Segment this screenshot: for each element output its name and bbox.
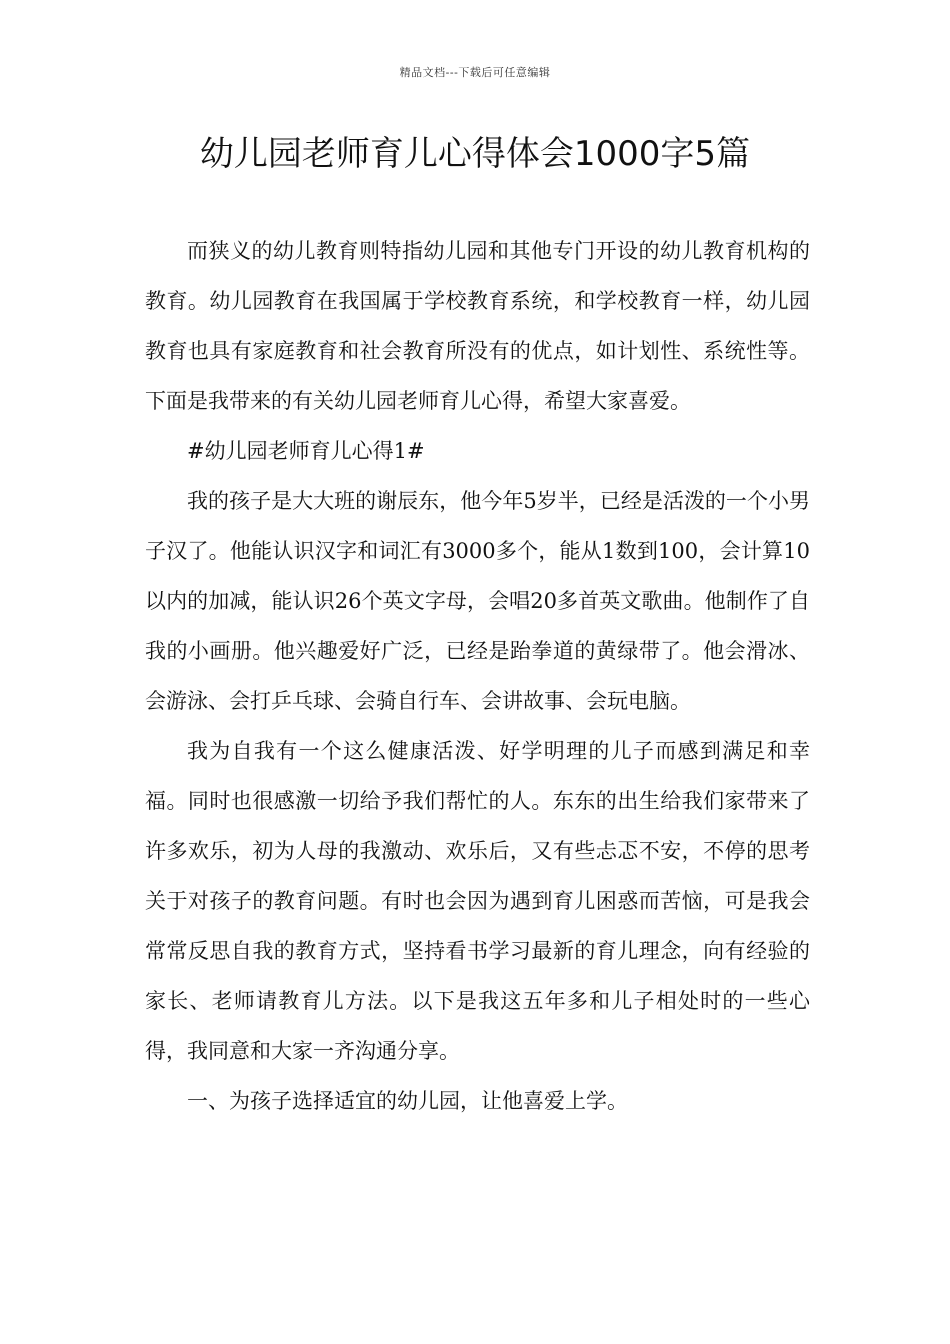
document-title: 幼儿园老师育儿心得体会1000字5篇 [199, 134, 751, 174]
subsection-heading: 一、为孩子选择适宜的幼儿园，让他喜爱上学。 [187, 1089, 628, 1113]
section-heading-1: #幼儿园老师育儿心得1# [187, 439, 425, 463]
intro-paragraph: 而狭义的幼儿教育则特指幼儿园和其他专门开设的幼儿教育机构的教育。幼儿园教育在我国属于学校教育系统，和学校教育一样，幼儿园教育也具有家庭教育和社会教育所没有的优点，如计划性、系统性等。下面是我带来的有关幼儿园老师育儿心得，希望大家喜爱。 [145, 239, 810, 413]
document-body [145, 226, 810, 1126]
body-paragraph: 我的孩子是大大班的谢辰东，他今年5岁半，已经是活泼的一个小男子汉了。他能认识汉字和词汇有3000多个，能从1数到100，会计算10以内的加减，能认识26个英文字母，会唱20多首英文歌曲。他制作了自我的小画册。他兴趣爱好广泛，已经是跆拳道的黄绿带了。他会滑冰、会游泳、会打乒乓球、会骑自行车、会讲故事、会玩电脑。 [145, 489, 810, 713]
body-paragraph: 我为自我有一个这么健康活泼、好学明理的儿子而感到满足和幸福。同时也很感激一切给予我们帮忙的人。东东的出生给我们家带来了许多欢乐，初为人母的我激动、欢乐后，又有些忐忑不安，不停的思考关于对孩子的教育问题。有时也会因为遇到育儿困惑而苦恼，可是我会常常反思自我的教育方式，坚持看书学习最新的育儿理念，向有经验的家长、老师请教育儿方法。以下是我这五年多和儿子相处时的一些心得，我同意和大家一齐沟通分享。 [145, 739, 810, 1063]
header-note: 精品文档---下载后可任意编辑 [399, 66, 551, 79]
